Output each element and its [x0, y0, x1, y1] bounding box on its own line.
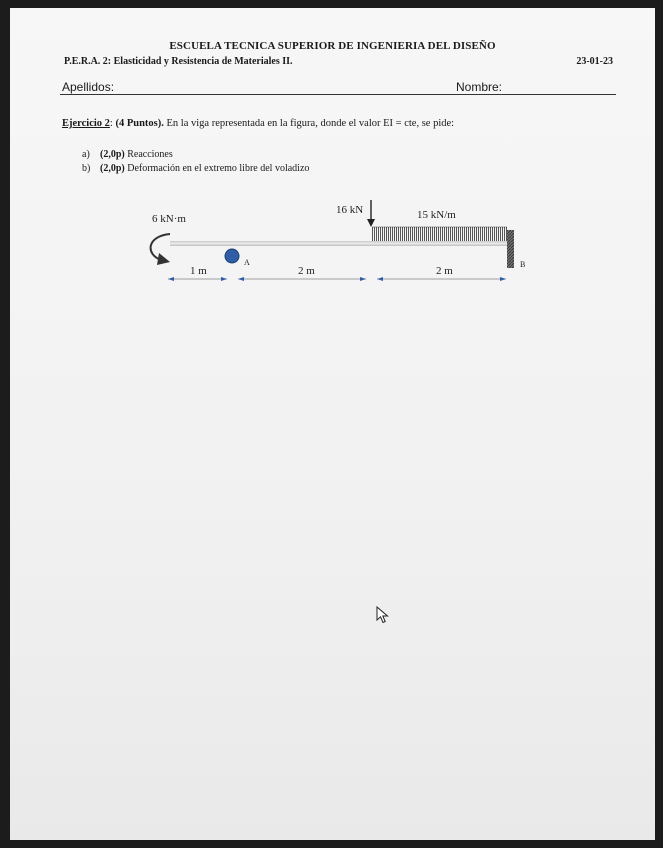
item-text: Reacciones — [127, 149, 173, 160]
support-a-pin — [225, 249, 239, 263]
fixed-support-b — [507, 230, 514, 268]
exam-date: 23-01-23 — [576, 56, 613, 67]
dimension-line — [168, 277, 506, 281]
dimension-label-1: 1 m — [190, 265, 207, 277]
dimension-label-3: 2 m — [436, 265, 453, 277]
school-title: ESCUELA TECNICA SUPERIOR DE INGENIERIA DEL DISEÑO — [169, 40, 496, 52]
point-load-label: 16 kN — [336, 204, 364, 216]
item-points: (2,0p) — [100, 149, 125, 160]
item-text: Deformación en el extremo libre del voladizo — [127, 163, 310, 174]
beam — [170, 241, 507, 246]
distributed-load-label: 15 kN/m — [417, 209, 456, 221]
exam-sheet — [10, 8, 655, 840]
surname-label: Apellidos: — [62, 80, 115, 94]
course-title: P.E.R.A. 2: Elasticidad y Resistencia de Materiales II. — [64, 56, 293, 67]
exercise-colon: : — [109, 118, 113, 129]
item-marker: b) — [82, 163, 91, 174]
support-a-label: A — [244, 258, 250, 267]
name-label: Nombre: — [456, 80, 503, 94]
point-load-arrow — [367, 200, 375, 227]
support-b-label: B — [520, 260, 526, 269]
exercise-text: En la viga representada en la figura, donde el valor EI = cte, se pide: — [166, 118, 455, 129]
mouse-pointer-icon — [376, 606, 390, 624]
beam-figure — [10, 8, 655, 308]
distributed-load — [372, 227, 507, 241]
exercise-title: Ejercicio 2 — [62, 118, 110, 129]
exercise-points: (4 Puntos). — [115, 118, 164, 129]
moment-label: 6 kN·m — [152, 213, 186, 225]
item-marker: a) — [82, 149, 90, 160]
dimension-label-2: 2 m — [298, 265, 315, 277]
applied-moment-arrow — [151, 234, 170, 265]
item-points: (2,0p) — [100, 163, 125, 174]
